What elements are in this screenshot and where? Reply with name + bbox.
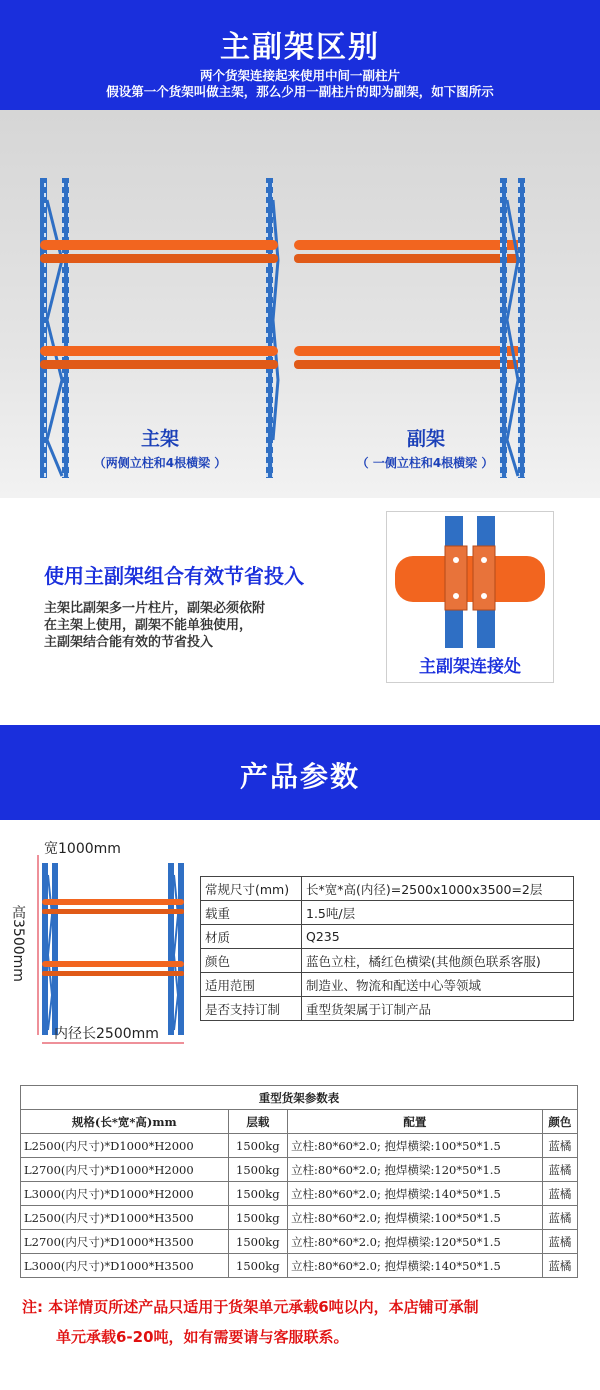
spec-row <box>201 877 574 901</box>
spec-row <box>201 973 574 997</box>
connection-closeup-image <box>395 516 545 648</box>
table-header-cell: 配置 <box>288 1110 543 1134</box>
table-cell: L2500(内尺寸)*D1000*H3500 <box>21 1206 229 1230</box>
dimension-length: 内径长2500mm <box>54 1026 159 1042</box>
section-header-main-sub <box>0 0 600 110</box>
spec-key: 材质 <box>201 925 302 949</box>
notice <box>22 1292 588 1352</box>
spec-row <box>201 997 574 1021</box>
spec-table <box>200 876 574 1021</box>
table-header-cell: 颜色 <box>542 1110 577 1134</box>
spec-key: 颜色 <box>201 949 302 973</box>
combo-description <box>44 600 265 651</box>
table-header-cell: 规格(长*宽*高)mm <box>21 1110 229 1134</box>
combo-desc-line: 主副架结合能有效的节省投入 <box>44 635 214 650</box>
combo-title: 使用主副架组合有效节省投入 <box>44 564 304 588</box>
table-cell: L2700(内尺寸)*D1000*H3500 <box>21 1230 229 1254</box>
table-caption: 重型货架参数表 <box>21 1086 578 1110</box>
table-cell: 立柱:80*60*2.0; 抱焊横梁:140*50*1.5 <box>288 1182 543 1206</box>
spec-value: 长*宽*高(内径)=2500x1000x3500=2层 <box>302 877 574 901</box>
params-title: 产品参数 <box>239 760 360 793</box>
dimension-height: 高3500mm <box>10 905 26 982</box>
connection-caption: 主副架连接处 <box>419 657 521 677</box>
table-cell: 蓝橘 <box>542 1254 577 1278</box>
table-cell: L3000(内尺寸)*D1000*H3500 <box>21 1254 229 1278</box>
table-row <box>21 1230 578 1254</box>
sub-rack-label: 副架 <box>406 428 445 450</box>
table-cell: 蓝橘 <box>542 1182 577 1206</box>
main-rack-label: 主架 <box>140 428 179 450</box>
table-cell: 立柱:80*60*2.0; 抱焊横梁:120*50*1.5 <box>288 1230 543 1254</box>
table-cell: 蓝橘 <box>542 1134 577 1158</box>
spec-value: 重型货架属于订制产品 <box>302 997 574 1021</box>
table-row <box>21 1158 578 1182</box>
table-cell: 立柱:80*60*2.0; 抱焊横梁:100*50*1.5 <box>288 1206 543 1230</box>
notice-line-2: 单元承载6-20吨，如有需要请与客服联系。 <box>56 1328 349 1346</box>
spec-row <box>201 901 574 925</box>
table-row <box>21 1134 578 1158</box>
main-rack-desc: （两侧立柱和4根横梁 ） <box>93 456 227 470</box>
spec-key: 载重 <box>201 901 302 925</box>
table-cell: 立柱:80*60*2.0; 抱焊横梁:140*50*1.5 <box>288 1254 543 1278</box>
section-header-params <box>0 725 600 820</box>
table-cell: L2700(内尺寸)*D1000*H2000 <box>21 1158 229 1182</box>
table-row <box>21 1206 578 1230</box>
header-subtitle-1: 两个货架连接起来使用中间一副柱片 <box>199 68 400 83</box>
spec-value: 制造业、物流和配送中心等领域 <box>302 973 574 997</box>
table-cell: 蓝橘 <box>542 1230 577 1254</box>
dimension-width: 宽1000mm <box>44 841 121 857</box>
spec-value: Q235 <box>302 925 574 949</box>
combo-desc-line: 在主架上使用，副架不能单独使用， <box>44 618 253 633</box>
sub-rack-desc: （ 一侧立柱和4根横梁 ） <box>356 456 494 470</box>
connection-image-box <box>386 511 554 683</box>
table-cell: 1500kg <box>228 1230 287 1254</box>
table-cell: 立柱:80*60*2.0; 抱焊横梁:120*50*1.5 <box>288 1158 543 1182</box>
spec-key: 适用范围 <box>201 973 302 997</box>
table-cell: 蓝橘 <box>542 1206 577 1230</box>
spec-key: 是否支持订制 <box>201 997 302 1021</box>
table-row <box>21 1182 578 1206</box>
table-cell: L2500(内尺寸)*D1000*H2000 <box>21 1134 229 1158</box>
table-cell: 1500kg <box>228 1182 287 1206</box>
rack-illustration <box>0 110 600 498</box>
parameter-table <box>20 1085 578 1278</box>
table-row <box>21 1254 578 1278</box>
spec-value: 蓝色立柱，橘红色横梁(其他颜色联系客服) <box>302 949 574 973</box>
table-cell: 蓝橘 <box>542 1158 577 1182</box>
combo-desc-line: 主架比副架多一片柱片，副架必须依附 <box>44 601 266 616</box>
spec-key: 常规尺寸(mm) <box>201 877 302 901</box>
table-cell: 1500kg <box>228 1134 287 1158</box>
spec-row <box>201 949 574 973</box>
table-header-cell: 层载 <box>228 1110 287 1134</box>
spec-row <box>201 925 574 949</box>
page-title: 主副架区别 <box>220 30 380 65</box>
spec-value: 1.5吨/层 <box>302 901 574 925</box>
table-cell: L3000(内尺寸)*D1000*H2000 <box>21 1182 229 1206</box>
notice-line-1: 注: 本详情页所述产品只适用于货架单元承载6吨以内，本店铺可承制 <box>22 1298 479 1316</box>
table-cell: 1500kg <box>228 1254 287 1278</box>
header-subtitle-2: 假设第一个货架叫做主架，那么少用一副柱片的即为副架，如下图所示 <box>106 84 494 99</box>
table-cell: 1500kg <box>228 1206 287 1230</box>
table-cell: 立柱:80*60*2.0; 抱焊横梁:100*50*1.5 <box>288 1134 543 1158</box>
table-cell: 1500kg <box>228 1158 287 1182</box>
rack-comparison <box>0 110 600 498</box>
